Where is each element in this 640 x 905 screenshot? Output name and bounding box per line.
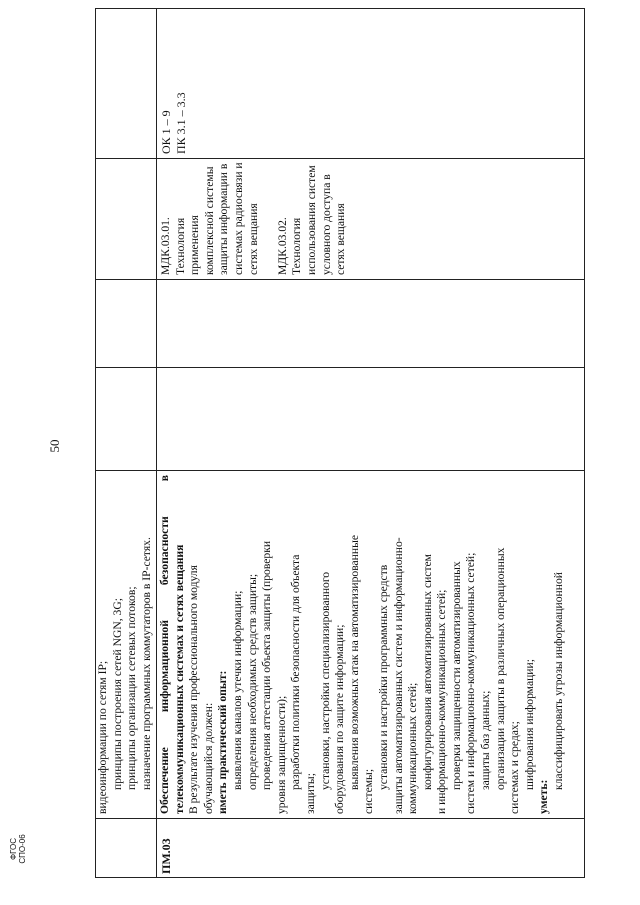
mdk-line: комплексной системы xyxy=(202,166,216,275)
description-line: оборудования по защите информации; xyxy=(333,624,347,814)
description-line: В результате изучения профессионального модуля xyxy=(187,565,201,814)
description-line: определения необходимых средств защиты; xyxy=(245,573,259,790)
description-line: защиты автоматизированных систем и информационно- xyxy=(391,537,405,814)
description-line: системы; xyxy=(362,768,376,814)
mdk-03-02 xyxy=(276,162,349,275)
mdk-line: Технология xyxy=(290,217,304,275)
competencies-cell xyxy=(159,92,188,154)
footer-code: ФГОС СПО-06 xyxy=(9,834,27,864)
description-line: выявления возможных атак на автоматизированные xyxy=(347,534,361,790)
module-title-line2: телекоммуникационных системах и сетях вещания xyxy=(172,544,186,814)
column-divider xyxy=(95,158,585,159)
general-competencies: ОК 1 – 9 xyxy=(159,110,173,154)
mdk-line: системах радиосвязи и xyxy=(231,162,245,275)
column-divider xyxy=(95,470,585,471)
module-description-lines xyxy=(187,475,566,814)
continuation-row-text: видеоинформации по сетям IP; принципы построения сетей NGN, 3G; принципы организации сетевых потоков; назначение программных коммутаторов в IP-сетях. xyxy=(96,537,153,814)
column-divider xyxy=(95,367,585,368)
description-line: обучающийся должен: xyxy=(201,702,215,814)
column-divider xyxy=(95,279,585,280)
description-line: проверки защищенности автоматизированных xyxy=(449,561,463,790)
page-number: 50 xyxy=(47,439,62,453)
mdk-line: МДК.03.02. xyxy=(275,217,289,275)
description-line: разработки политики безопасности для объекта xyxy=(289,554,303,790)
description-line: защиты баз данных; xyxy=(479,690,493,790)
professional-competencies: ПК 3.1 – 3.3 xyxy=(173,92,188,154)
mdk-line: МДК.03.01. xyxy=(159,217,172,275)
module-title-line1: Обеспечение информационной безопасности в xyxy=(158,475,171,814)
mdk-cell xyxy=(159,162,349,275)
mdk-03-01 xyxy=(159,162,261,275)
description-line: установки и настройки программных средств xyxy=(376,564,390,790)
description-line: уметь: xyxy=(537,779,551,814)
description-line: установки, настройки специализированного xyxy=(318,571,332,790)
description-line: системах и средах; xyxy=(508,721,522,814)
mdk-line: использования систем xyxy=(304,165,318,275)
mdk-line: Технология xyxy=(173,217,187,275)
curriculum-table xyxy=(95,8,585,878)
mdk-line: сетях вещания xyxy=(246,203,260,275)
mdk-line: применения xyxy=(188,215,202,275)
module-description xyxy=(158,475,567,814)
description-line: классифицировать угрозы информационной xyxy=(552,572,566,790)
module-code: ПМ.03 xyxy=(159,838,173,874)
description-line: проведения аттестации объекта защиты (проверки xyxy=(260,540,274,790)
description-line: систем и информационно-коммуникационных сетей; xyxy=(464,552,478,814)
description-line: организации защиты в различных операционных xyxy=(493,547,507,790)
description-line: защиты; xyxy=(303,773,317,814)
description-line: и информационно-коммуникационных сетей; xyxy=(435,589,449,814)
description-line: коммуникационных сетей; xyxy=(406,682,420,814)
mdk-line: сетях вещания xyxy=(334,203,348,275)
mdk-line: защиты информации в xyxy=(217,163,231,275)
column-divider xyxy=(95,818,585,819)
description-line: иметь практический опыт: xyxy=(216,670,230,814)
row-divider xyxy=(156,8,157,878)
description-line: шифрования информации; xyxy=(522,659,536,790)
description-line: уровня защищенности); xyxy=(274,695,288,814)
description-line: конфигурирования автоматизированных систем xyxy=(420,554,434,790)
description-line: выявления каналов утечки информации; xyxy=(230,590,244,790)
mdk-line: условного доступа в xyxy=(319,174,333,275)
